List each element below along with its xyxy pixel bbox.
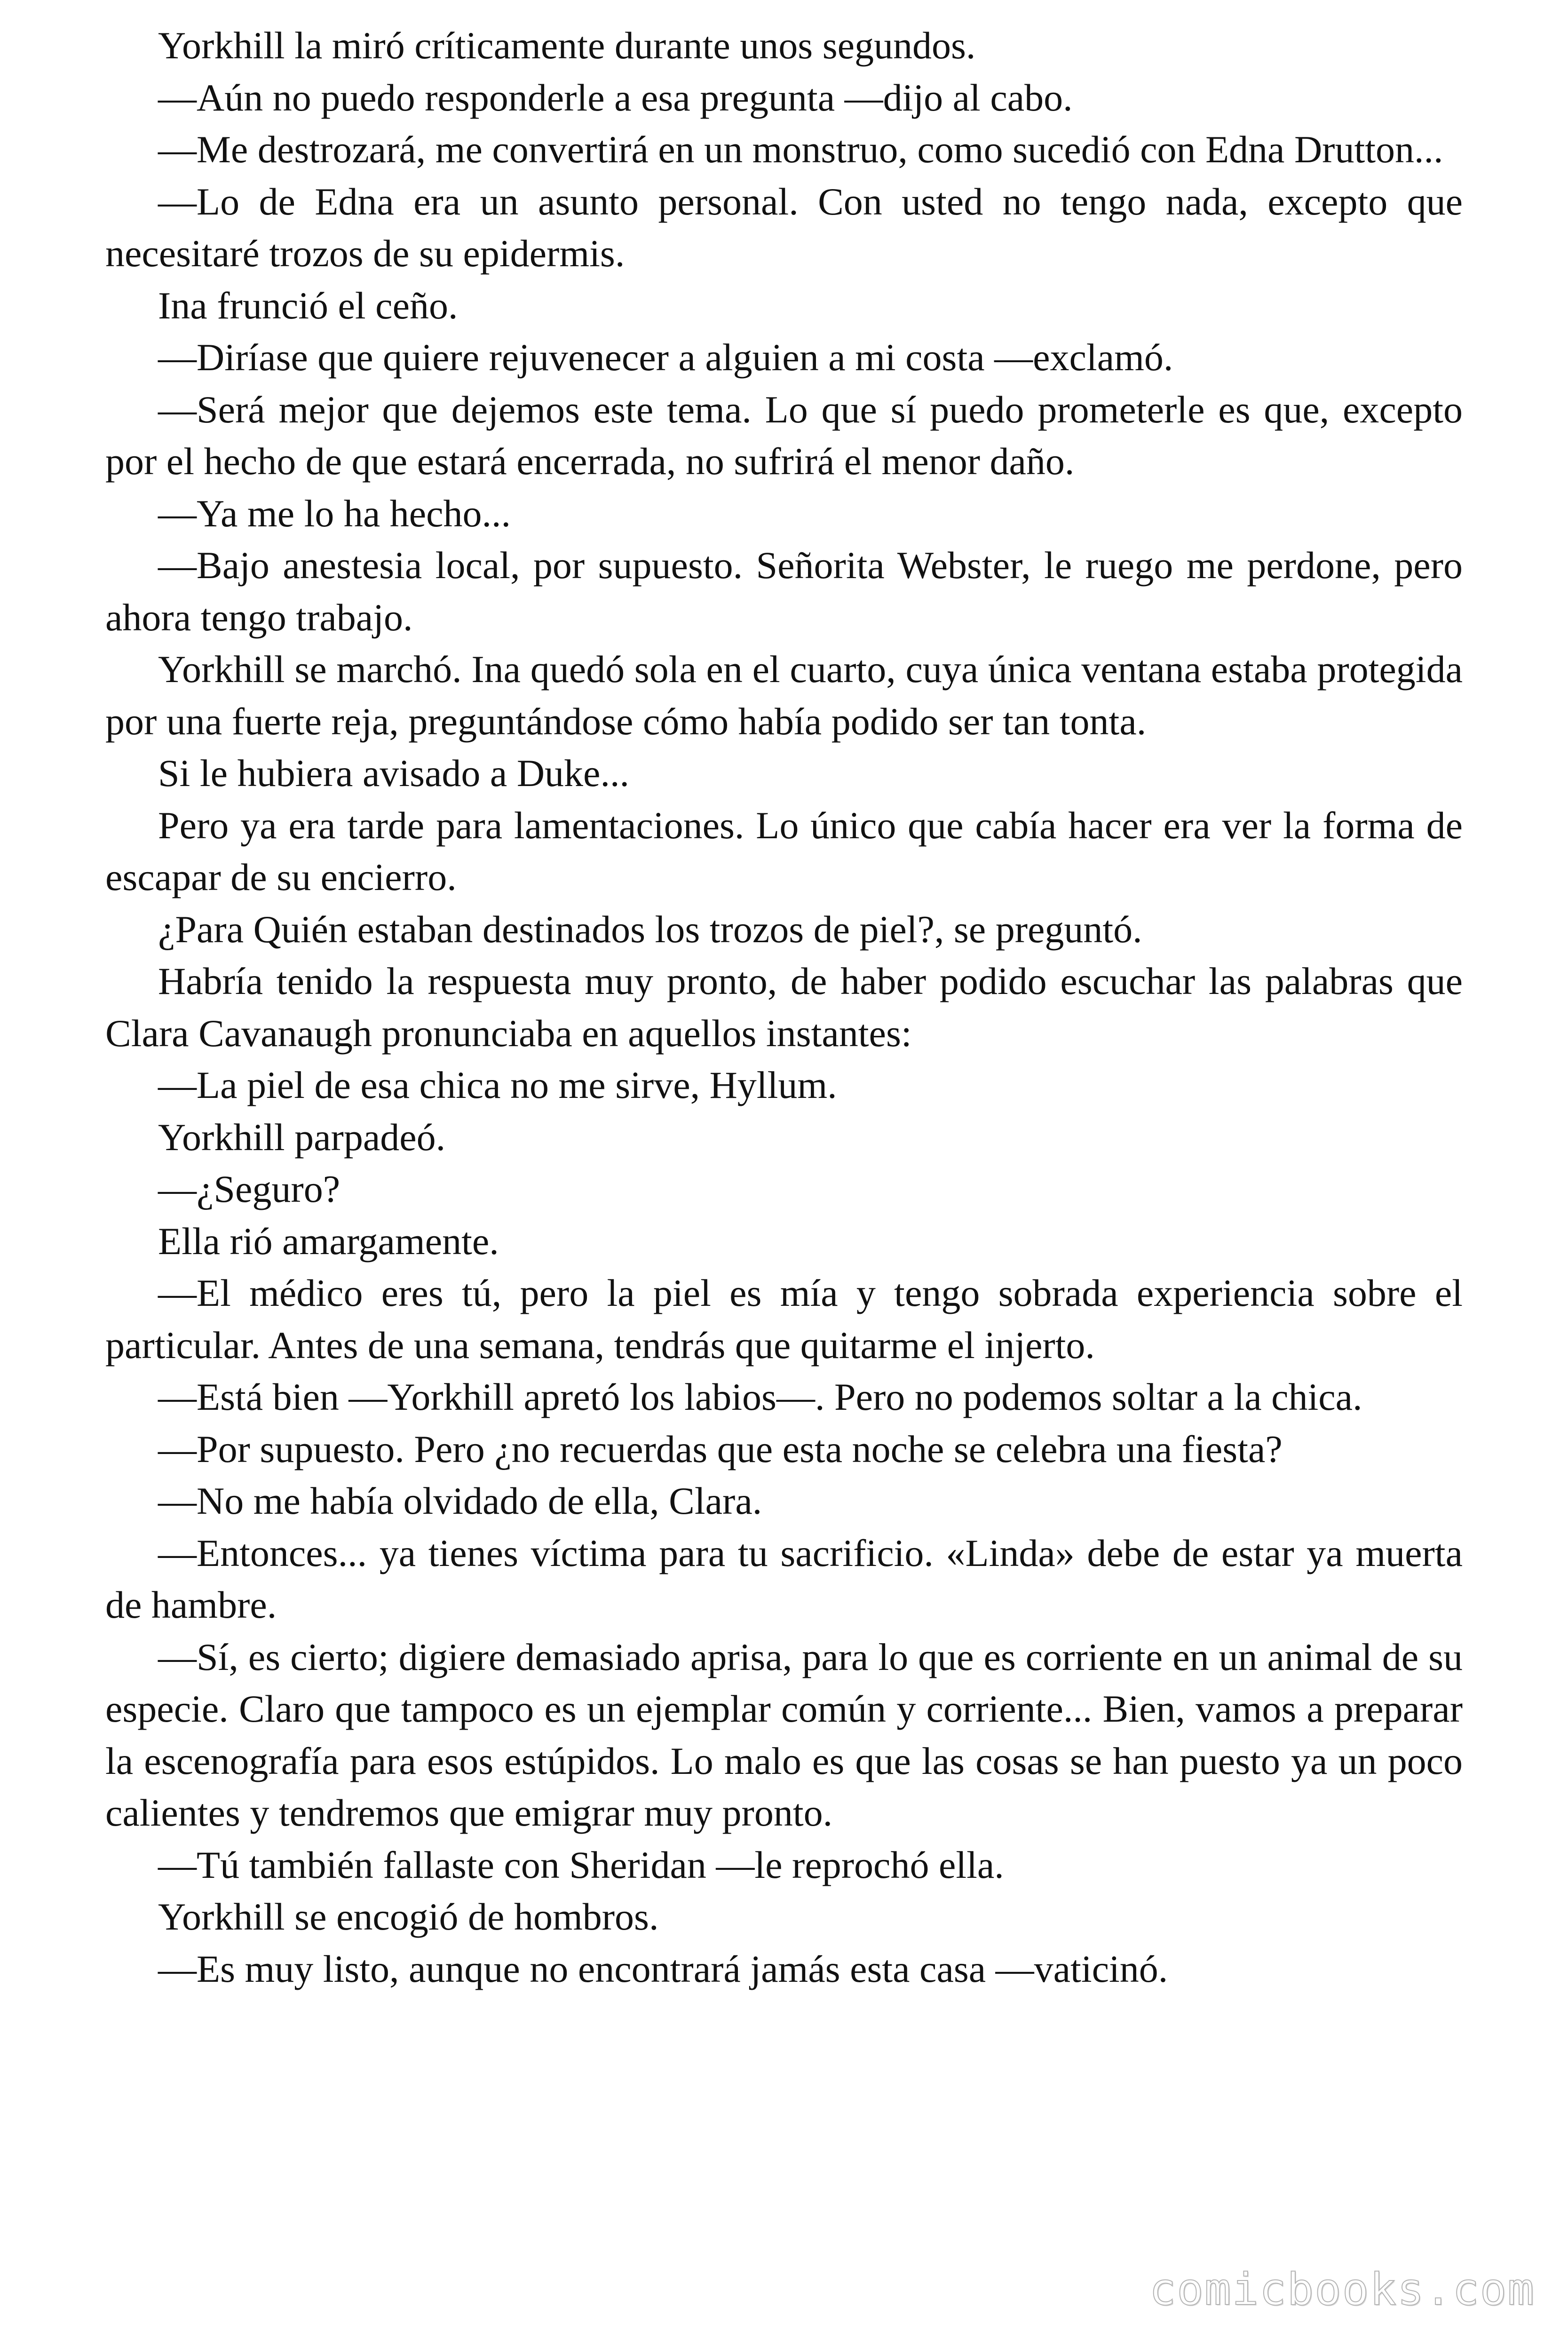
paragraph: Ella rió amargamente. [158,1219,499,1263]
paragraph: —Será mejor que dejemos este tema. Lo que sí puedo prometerle es que, excepto por el hecho de que estará encerrada, no sufrirá el menor daño. [105,388,1463,483]
paragraph: —Diríase que quiere rejuvenecer a alguien a mi costa —exclamó. [158,336,1173,379]
paragraph: Ina frunció el ceño. [158,284,458,327]
paragraph: —Lo de Edna era un asunto personal. Con usted no tengo nada, excepto que necesitaré trozos de su epidermis. [105,180,1463,275]
paragraph: —Aún no puedo responderle a esa pregunta —dijo al cabo. [158,76,1073,119]
paragraph: —¿Seguro? [158,1168,341,1210]
paragraph: Habría tenido la respuesta muy pronto, de haber podido escuchar las palabras que Clara Cavanaugh pronunciaba en aquellos instantes: [105,960,1463,1055]
paragraph: ¿Para Quién estaban destinados los trozos de piel?, se preguntó. [158,907,1142,951]
paragraph: —Tú también fallaste con Sheridan —le reprochó ella. [158,1843,1004,1886]
watermark: comicbooks.com [1149,2264,1535,2315]
paragraph: —Por supuesto. Pero ¿no recuerdas que esta noche se celebra una fiesta? [158,1427,1283,1470]
paragraph: Si le hubiera avisado a Duke... [158,752,629,795]
paragraph: —Ya me lo ha hecho... [158,492,511,535]
paragraph: —Bajo anestesia local, por supuesto. Señorita Webster, le ruego me perdone, pero ahora tengo trabajo. [105,544,1463,639]
paragraph: Yorkhill la miró críticamente durante unos segundos. [158,24,976,67]
paragraph: —Es muy listo, aunque no encontrará jamás esta casa —vaticinó. [158,1947,1168,1990]
paragraph: Yorkhill parpadeó. [158,1115,446,1159]
paragraph: —La piel de esa chica no me sirve, Hyllum. [158,1064,837,1106]
paragraph: —El médico eres tú, pero la piel es mía y tengo sobrada experiencia sobre el particular. Antes de una semana, tendrás que quitarme el injerto. [105,1271,1463,1367]
paragraph: —Entonces... ya tienes víctima para tu sacrificio. «Linda» debe de estar ya muerta de hambre. [105,1531,1463,1626]
paragraph: Pero ya era tarde para lamentaciones. Lo único que cabía hacer era ver la forma de escapar de su encierro. [105,803,1463,898]
paragraph: —Está bien —Yorkhill apretó los labios—. Pero no podemos soltar a la chica. [158,1375,1362,1418]
paragraph: —No me había olvidado de ella, Clara. [158,1479,762,1522]
paragraph: Yorkhill se encogió de hombros. [158,1895,659,1938]
paragraph: —Sí, es cierto; digiere demasiado aprisa, para lo que es corriente en un animal de su especie. Claro que tampoco es un ejemplar común y corriente... Bien, vamos a preparar la escenografía para esos estúpidos. Lo malo es que las cosas se han puesto ya un poco calientes y tendremos que emigrar muy pronto. [105,1635,1463,1834]
paragraph: Yorkhill se marchó. Ina quedó sola en el cuarto, cuya única ventana estaba protegida por una fuerte reja, preguntándose cómo había podido ser tan tonta. [105,648,1463,743]
paragraph: —Me destrozará, me convertirá en un monstruo, como sucedió con Edna Drutton... [158,128,1443,171]
page-text [105,20,1463,1995]
